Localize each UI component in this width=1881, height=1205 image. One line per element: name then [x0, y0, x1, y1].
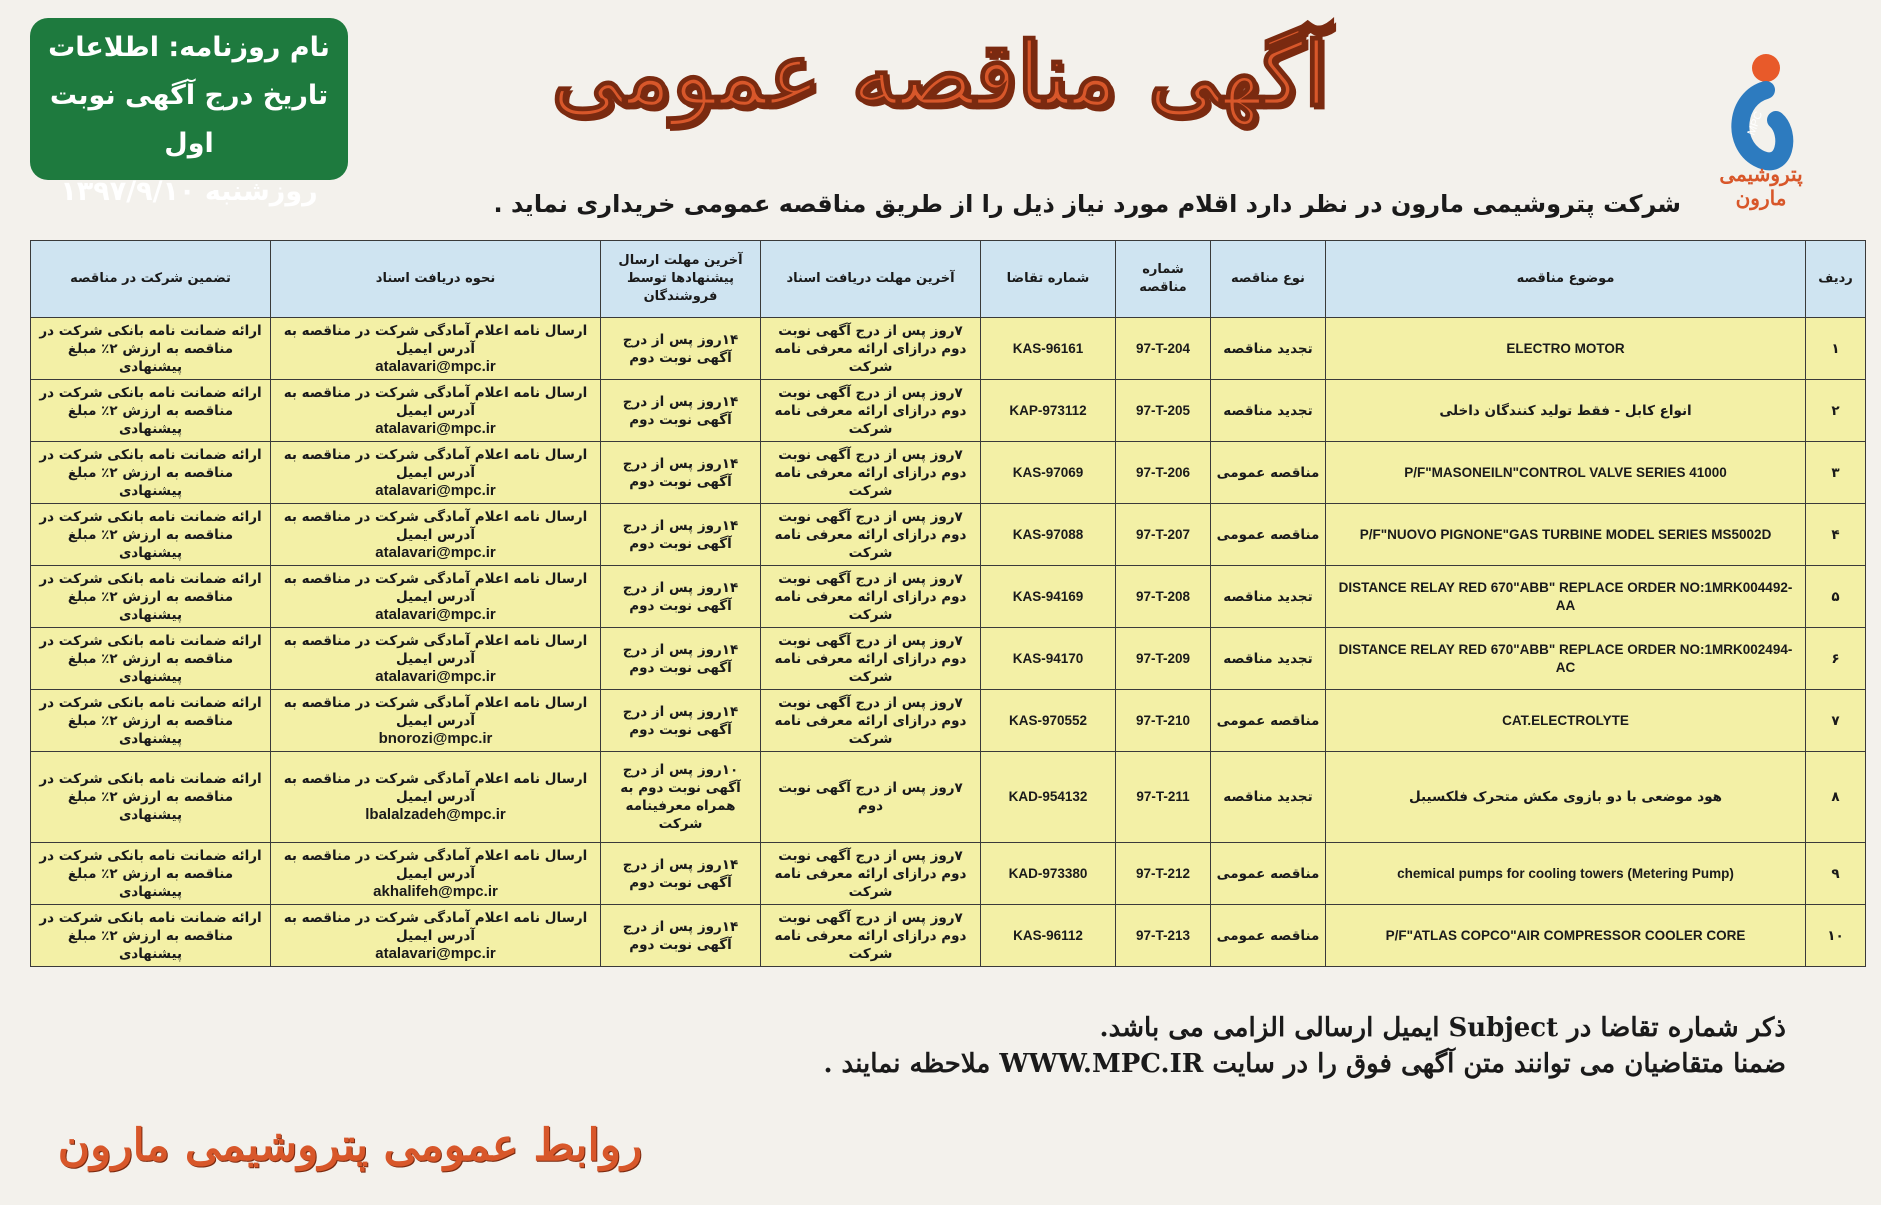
- email-link[interactable]: lbalalzadeh@mpc.ir: [365, 806, 506, 823]
- row-tender-no: 97-T-213: [1116, 905, 1211, 967]
- row-offer-deadline: ۱۴روز پس از درج آگهی نوبت دوم: [601, 566, 761, 628]
- row-doc-method: [271, 318, 601, 380]
- table-row: [31, 690, 1866, 752]
- row-guarantee: ارائه ضمانت نامه بانکی شرکت در مناقصه به ارزش ۲٪ مبلغ پیشنهادی: [31, 442, 271, 504]
- col-type: نوع مناقصه: [1211, 241, 1326, 318]
- newspaper-name: نام روزنامه: اطلاعات: [48, 32, 330, 63]
- row-doc-deadline: ۷روز پس از درج آگهی نوبت دوم درازای ارائه معرفی نامه شرکت: [761, 318, 981, 380]
- row-guarantee: ارائه ضمانت نامه بانکی شرکت در مناقصه به ارزش ۲٪ مبلغ پیشنهادی: [31, 690, 271, 752]
- row-offer-deadline: ۱۴روز پس از درج آگهی نوبت دوم: [601, 318, 761, 380]
- row-no: ۸: [1806, 752, 1866, 843]
- publish-label: تاریخ درج آگهی نوبت اول: [49, 80, 329, 159]
- table-row: [31, 905, 1866, 967]
- email-link[interactable]: atalavari@mpc.ir: [375, 605, 496, 623]
- row-tender-no: 97-T-206: [1116, 442, 1211, 504]
- tender-table: [30, 240, 1866, 967]
- method-text: ارسال نامه اعلام آمادگی شرکت در مناقصه به آدرس ایمیل: [283, 847, 588, 882]
- row-request-no: KAD-954132: [981, 752, 1116, 843]
- row-no: ۷: [1806, 690, 1866, 752]
- row-doc-method: [271, 843, 601, 905]
- row-request-no: KAS-94169: [981, 566, 1116, 628]
- table-row: [31, 566, 1866, 628]
- logo-name: پتروشیمی مارون: [1719, 162, 1803, 210]
- row-request-no: KAS-96112: [981, 905, 1116, 967]
- note-subject: ذکر شماره تقاضا در Subject ایمیل ارسالی الزامی می باشد.: [1099, 1013, 1786, 1043]
- method-text: ارسال نامه اعلام آمادگی شرکت در مناقصه به آدرس ایمیل: [283, 322, 588, 357]
- table-row: [31, 843, 1866, 905]
- intro-text: شرکت پتروشیمی مارون در نظر دارد اقلام مورد نیاز ذیل را از طریق مناقصه عمومی خریداری نماید .: [493, 190, 1681, 218]
- row-offer-deadline: ۱۰روز پس از درج آگهی نوبت دوم به همراه معرفینامه شرکت: [601, 752, 761, 843]
- row-type: تجدید مناقصه: [1211, 380, 1326, 442]
- row-subject: ELECTRO MOTOR: [1326, 318, 1806, 380]
- row-tender-no: 97-T-208: [1116, 566, 1211, 628]
- row-type: مناقصه عمومی: [1211, 504, 1326, 566]
- method-text: ارسال نامه اعلام آمادگی شرکت در مناقصه به آدرس ایمیل: [283, 694, 588, 729]
- col-doc-deadline: آخرین مهلت دریافت اسناد: [761, 241, 981, 318]
- row-subject: انواع کابل - فقط تولید کنندگان داخلی: [1326, 380, 1806, 442]
- row-request-no: KAP-973112: [981, 380, 1116, 442]
- method-text: ارسال نامه اعلام آمادگی شرکت در مناقصه به آدرس ایمیل: [283, 771, 588, 805]
- row-tender-no: 97-T-204: [1116, 318, 1211, 380]
- row-request-no: KAS-94170: [981, 628, 1116, 690]
- row-offer-deadline: ۱۴روز پس از درج آگهی نوبت دوم: [601, 380, 761, 442]
- row-guarantee: ارائه ضمانت نامه بانکی شرکت در مناقصه به ارزش ۲٪ مبلغ پیشنهادی: [31, 905, 271, 967]
- table-row: [31, 628, 1866, 690]
- col-tender-no: شماره مناقصه: [1116, 241, 1211, 318]
- row-doc-deadline: ۷روز پس از درج آگهی نوبت دوم: [761, 752, 981, 843]
- row-type: تجدید مناقصه: [1211, 752, 1326, 843]
- row-type: مناقصه عمومی: [1211, 442, 1326, 504]
- email-link[interactable]: bnorozi@mpc.ir: [378, 729, 493, 747]
- method-text: ارسال نامه اعلام آمادگی شرکت در مناقصه به آدرس ایمیل: [283, 508, 588, 543]
- row-doc-deadline: ۷روز پس از درج آگهی نوبت دوم درازای ارائه معرفی نامه شرکت: [761, 504, 981, 566]
- row-guarantee: ارائه ضمانت نامه بانکی شرکت در مناقصه به ارزش ۲٪ مبلغ پیشنهادی: [31, 504, 271, 566]
- row-doc-deadline: ۷روز پس از درج آگهی نوبت دوم درازای ارائه معرفی نامه شرکت: [761, 380, 981, 442]
- method-text: ارسال نامه اعلام آمادگی شرکت در مناقصه به آدرس ایمیل: [283, 632, 588, 667]
- row-doc-deadline: ۷روز پس از درج آگهی نوبت دوم درازای ارائه معرفی نامه شرکت: [761, 628, 981, 690]
- row-doc-method: [271, 690, 601, 752]
- row-no: ۲: [1806, 380, 1866, 442]
- row-tender-no: 97-T-207: [1116, 504, 1211, 566]
- table-row: [31, 504, 1866, 566]
- page-title: آگهی مناقصه عمومی: [551, 22, 1329, 126]
- table-row: [31, 318, 1866, 380]
- row-request-no: KAS-970552: [981, 690, 1116, 752]
- row-doc-deadline: ۷روز پس از درج آگهی نوبت دوم درازای ارائه معرفی نامه شرکت: [761, 442, 981, 504]
- row-subject: P/F"ATLAS COPCO"AIR COMPRESSOR COOLER CORE: [1326, 905, 1806, 967]
- row-doc-method: [271, 628, 601, 690]
- email-link[interactable]: atalavari@mpc.ir: [375, 543, 496, 561]
- row-guarantee: ارائه ضمانت نامه بانکی شرکت در مناقصه به ارزش ۲٪ مبلغ پیشنهادی: [31, 318, 271, 380]
- row-offer-deadline: ۱۴روز پس از درج آگهی نوبت دوم: [601, 504, 761, 566]
- row-guarantee: ارائه ضمانت نامه بانکی شرکت در مناقصه به ارزش ۲٪ مبلغ پیشنهادی: [31, 380, 271, 442]
- row-type: مناقصه عمومی: [1211, 690, 1326, 752]
- table-row: [31, 380, 1866, 442]
- row-request-no: KAS-97088: [981, 504, 1116, 566]
- row-no: ۵: [1806, 566, 1866, 628]
- row-subject: هود موضعی با دو بازوی مکش متحرک فلکسیبل: [1326, 752, 1806, 843]
- row-guarantee: ارائه ضمانت نامه بانکی شرکت در مناقصه به ارزش ۲٪ مبلغ پیشنهادی: [31, 752, 271, 843]
- row-subject: DISTANCE RELAY RED 670"ABB" REPLACE ORDER NO:1MRK004492-AA: [1326, 566, 1806, 628]
- newspaper-badge: [30, 18, 348, 207]
- note-website: ضمنا متقاضیان می توانند متن آگهی فوق را در سایت WWW.MPC.IR ملاحظه نمایند .: [823, 1049, 1786, 1079]
- row-subject: CAT.ELECTROLYTE: [1326, 690, 1806, 752]
- row-offer-deadline: ۱۴روز پس از درج آگهی نوبت دوم: [601, 905, 761, 967]
- row-offer-deadline: ۱۴روز پس از درج آگهی نوبت دوم: [601, 442, 761, 504]
- row-no: ۴: [1806, 504, 1866, 566]
- col-doc-method: نحوه دریافت اسناد: [271, 241, 601, 318]
- publish-date: روزشنبه ۱۳۹۷/۹/۱۰: [60, 176, 318, 207]
- footer-signature: روابط عمومی پتروشیمی مارون: [57, 1120, 643, 1171]
- row-no: ۳: [1806, 442, 1866, 504]
- row-tender-no: 97-T-205: [1116, 380, 1211, 442]
- row-doc-method: [271, 504, 601, 566]
- table-row: [31, 442, 1866, 504]
- row-type: تجدید مناقصه: [1211, 628, 1326, 690]
- row-subject: P/F"NUOVO PIGNONE"GAS TURBINE MODEL SERIES MS5002D: [1326, 504, 1806, 566]
- row-no: ۹: [1806, 843, 1866, 905]
- email-link[interactable]: atalavari@mpc.ir: [375, 357, 496, 375]
- row-doc-method: [271, 442, 601, 504]
- row-offer-deadline: ۱۴روز پس از درج آگهی نوبت دوم: [601, 628, 761, 690]
- row-no: ۶: [1806, 628, 1866, 690]
- row-tender-no: 97-T-209: [1116, 628, 1211, 690]
- method-text: ارسال نامه اعلام آمادگی شرکت در مناقصه به آدرس ایمیل: [283, 909, 588, 944]
- col-request-no: شماره تقاضا: [981, 241, 1116, 318]
- row-doc-method: [271, 380, 601, 442]
- row-type: تجدید مناقصه: [1211, 566, 1326, 628]
- row-subject: P/F"MASONEILN"CONTROL VALVE SERIES 41000: [1326, 442, 1806, 504]
- email-link[interactable]: atalavari@mpc.ir: [375, 944, 496, 962]
- row-subject: DISTANCE RELAY RED 670"ABB" REPLACE ORDER NO:1MRK002494-AC: [1326, 628, 1806, 690]
- row-request-no: KAS-97069: [981, 442, 1116, 504]
- row-doc-deadline: ۷روز پس از درج آگهی نوبت دوم درازای ارائه معرفی نامه شرکت: [761, 566, 981, 628]
- row-doc-method: [271, 752, 601, 843]
- row-tender-no: 97-T-212: [1116, 843, 1211, 905]
- row-tender-no: 97-T-210: [1116, 690, 1211, 752]
- row-offer-deadline: ۱۴روز پس از درج آگهی نوبت دوم: [601, 690, 761, 752]
- row-tender-no: 97-T-211: [1116, 752, 1211, 843]
- row-request-no: KAS-96161: [981, 318, 1116, 380]
- col-offer-deadline: آخرین مهلت ارسال پیشنهادها توسط فروشندگان: [601, 241, 761, 318]
- email-link[interactable]: atalavari@mpc.ir: [375, 667, 496, 685]
- email-link[interactable]: atalavari@mpc.ir: [375, 481, 496, 499]
- row-guarantee: ارائه ضمانت نامه بانکی شرکت در مناقصه به ارزش ۲٪ مبلغ پیشنهادی: [31, 628, 271, 690]
- row-no: ۱۰: [1806, 905, 1866, 967]
- col-row-no: ردیف: [1806, 241, 1866, 318]
- email-link[interactable]: akhalifeh@mpc.ir: [373, 882, 498, 900]
- email-link[interactable]: atalavari@mpc.ir: [375, 419, 496, 437]
- table-header-row: [31, 241, 1866, 318]
- col-guarantee: تضمین شرکت در مناقصه: [31, 241, 271, 318]
- table-row: [31, 752, 1866, 843]
- row-subject: chemical pumps for cooling towers (Metering Pump): [1326, 843, 1806, 905]
- row-doc-deadline: ۷روز پس از درج آگهی نوبت دوم درازای ارائه معرفی نامه شرکت: [761, 690, 981, 752]
- row-offer-deadline: ۱۴روز پس از درج آگهی نوبت دوم: [601, 843, 761, 905]
- method-text: ارسال نامه اعلام آمادگی شرکت در مناقصه به آدرس ایمیل: [283, 446, 588, 481]
- row-no: ۱: [1806, 318, 1866, 380]
- company-logo: [1696, 28, 1826, 218]
- row-request-no: KAD-973380: [981, 843, 1116, 905]
- logo-abbr: MPC: [1745, 109, 1766, 138]
- row-doc-deadline: ۷روز پس از درج آگهی نوبت دوم درازای ارائه معرفی نامه شرکت: [761, 843, 981, 905]
- method-text: ارسال نامه اعلام آمادگی شرکت در مناقصه به آدرس ایمیل: [283, 570, 588, 605]
- notes: [286, 1010, 1786, 1082]
- row-doc-method: [271, 905, 601, 967]
- method-text: ارسال نامه اعلام آمادگی شرکت در مناقصه به آدرس ایمیل: [283, 384, 588, 419]
- row-type: مناقصه عمومی: [1211, 843, 1326, 905]
- row-guarantee: ارائه ضمانت نامه بانکی شرکت در مناقصه به ارزش ۲٪ مبلغ پیشنهادی: [31, 566, 271, 628]
- row-type: تجدید مناقصه: [1211, 318, 1326, 380]
- col-subject: موضوع مناقصه: [1326, 241, 1806, 318]
- row-doc-method: [271, 566, 601, 628]
- row-doc-deadline: ۷روز پس از درج آگهی نوبت دوم درازای ارائه معرفی نامه شرکت: [761, 905, 981, 967]
- row-type: مناقصه عمومی: [1211, 905, 1326, 967]
- row-guarantee: ارائه ضمانت نامه بانکی شرکت در مناقصه به ارزش ۲٪ مبلغ پیشنهادی: [31, 843, 271, 905]
